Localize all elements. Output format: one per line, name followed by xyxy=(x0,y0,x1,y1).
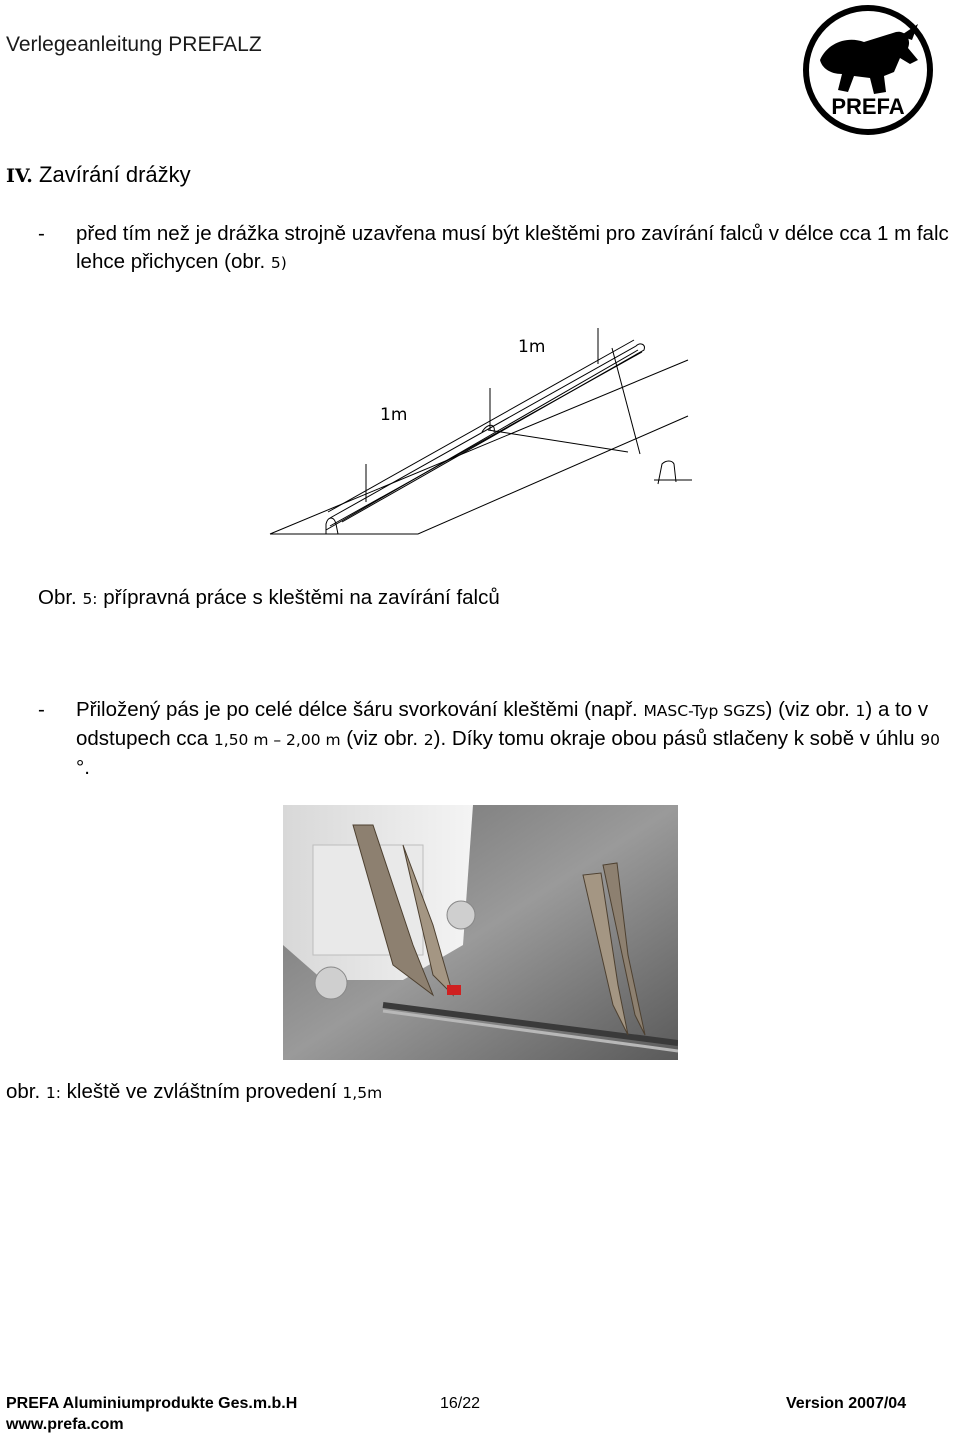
seaming-pliers-photo xyxy=(283,805,678,1060)
figure-caption-1: obr. 1: kleště ve zvláštním provedení 1,5m xyxy=(6,1080,383,1103)
figure-ref: 5) xyxy=(270,254,287,272)
figure-caption-5: Obr. 5: přípravná práce s kleštěmi na zavírání falců xyxy=(38,586,500,609)
section-number: IV. xyxy=(6,165,33,187)
bullet-text: před tím než je drážka strojně uzavřena musí být kleštěmi pro zavírání falců v délce cca 1 m falc lehce přichycen (obr. 5) xyxy=(76,222,949,273)
section-title: Zavírání drážky xyxy=(32,162,191,187)
footer-company: PREFA Aluminiumprodukte Ges.m.b.H xyxy=(6,1395,298,1412)
bullet-dash: - xyxy=(38,222,45,245)
footer-version: Version 2007/04 xyxy=(786,1395,907,1412)
figure-number: 1: xyxy=(45,1084,61,1102)
seam-clamping-diagram xyxy=(268,312,694,540)
figure-number: 5: xyxy=(82,590,98,608)
bullet-item-2 xyxy=(0,696,960,786)
footer-page-number: 16/22 xyxy=(440,1395,481,1412)
section-heading xyxy=(6,162,191,188)
page-header-title: Verlegeanleitung PREFALZ xyxy=(6,33,262,56)
logo-wordmark: PREFA xyxy=(831,94,905,119)
size-value: 1,5m xyxy=(342,1084,383,1102)
bullet-text: Přiložený pás je po celé délce šáru svorkování kleštěmi (např. MASC-Typ SGZS) (viz obr. 1) a to v odstupech cca 1,50 m – 2,00 m (viz obr. 2). Díky tomu okraje obou pásů stlačeny k sobě v úhlu 90 °. xyxy=(76,698,940,779)
dimension-label-top: 1m xyxy=(518,337,546,357)
prefa-logo xyxy=(800,2,936,138)
bullet-item-1 xyxy=(0,220,960,280)
footer-url-link[interactable]: www.prefa.com xyxy=(6,1416,124,1433)
dimension-label-left: 1m xyxy=(380,405,408,425)
bullet-dash: - xyxy=(38,698,45,721)
